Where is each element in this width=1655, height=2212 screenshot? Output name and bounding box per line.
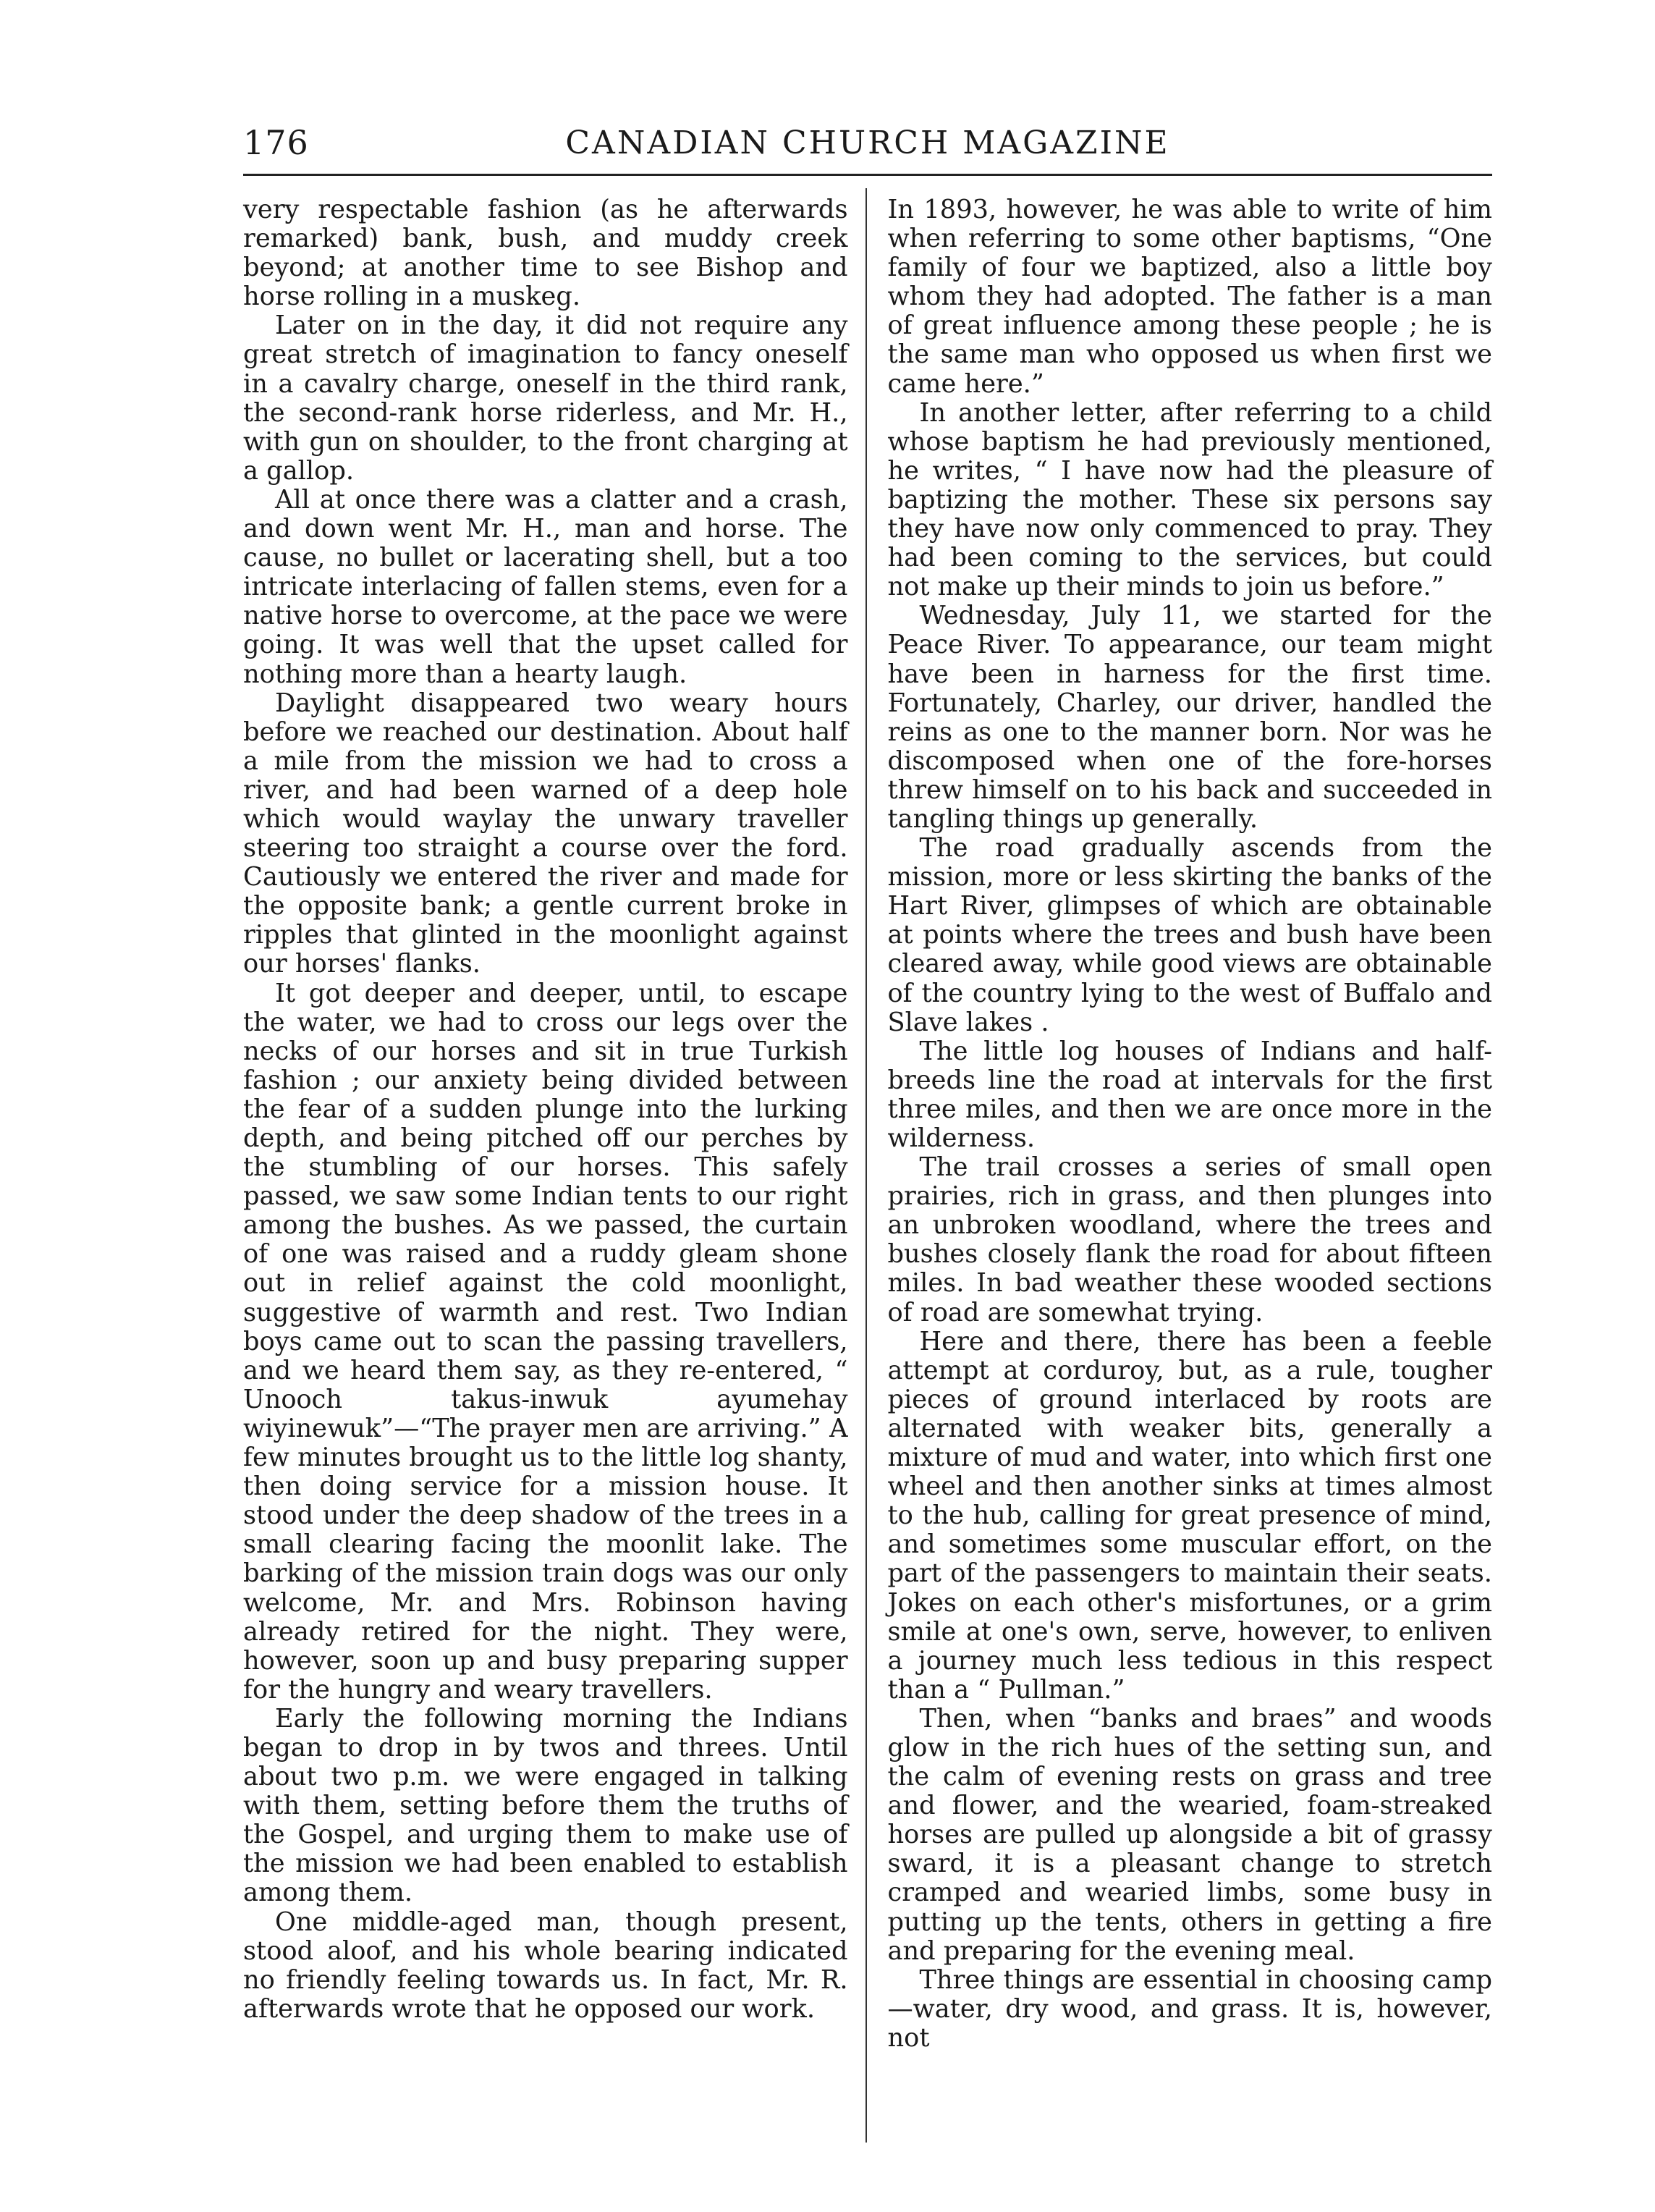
paragraph: One middle-aged man, though present, stood aloof, and his whole bearing indicated no friendly feeling towards us. In fact, Mr. R. afterwards wrote that he opposed our work. bbox=[243, 1907, 848, 2024]
paragraph: The little log houses of Indians and half-breeds line the road at intervals for the first three miles, and then we are once more in the wilderness. bbox=[887, 1036, 1492, 1153]
paragraph: Early the following morning the Indians began to drop in by twos and threes. Until about two p.m. we were engaged in talking with them, setting before them the truths of the Gospel, and urging them to make use of the mission we had been enabled to establish among them. bbox=[243, 1703, 848, 1908]
magazine-page bbox=[243, 123, 1492, 2077]
paragraph: In 1893, however, he was able to write of him when referring to some other baptisms, “One family of four we baptized, also a little boy whom they had adopted. The father is a man of great influence among these people ; he is the same man who opposed us when first we came here.” bbox=[887, 195, 1492, 399]
paragraph: Later on in the day, it did not require any great stretch of imagination to fancy oneself in a cavalry charge, oneself in the third rank, the second-rank horse riderless, and Mr. H., with gun on shoulder, to the front charging at a gallop. bbox=[243, 311, 848, 486]
paragraph: Three things are essential in choosing camp—water, dry wood, and grass. It is, however, not bbox=[887, 1964, 1492, 2053]
paragraph: The trail crosses a series of small open prairies, rich in grass, and then plunges into an unbroken woodland, where the trees and bushes closely flank the road for about fifteen miles. In bad weather these wooded sections of road are somewhat trying. bbox=[887, 1152, 1492, 1327]
text-columns bbox=[243, 195, 1492, 2143]
page-header bbox=[243, 123, 1492, 176]
paragraph: Here and there, there has been a feeble attempt at corduroy, but, as a rule, tougher pieces of ground interlaced by roots are alternated with weaker bits, generally a mixture of mud and water, into which first one wheel and then another sinks at times almost to the hub, calling for great presence of mind, and sometimes some muscular effort, on the part of the passengers to maintain their seats. Jokes on each other's misfortunes, or a grim smile at one's own, serve, however, to enliven a journey much less tedious in this respect than a “ Pullman.” bbox=[887, 1326, 1492, 1705]
paragraph: In another letter, after referring to a child whose baptism he had previously mentioned, he writes, “ I have now had the pleasure of baptizing the mother. These six persons say they have now only commenced to pray. They had been coming to the services, but could not make up their minds to join us before.” bbox=[887, 397, 1492, 602]
paragraph: Then, when “banks and braes” and woods glow in the rich hues of the setting sun, and the calm of evening rests on grass and tree and flower, and the wearied, foam-streaked horses are pulled up alongside a bit of grassy sward, it is a pleasant change to stretch cramped and wearied limbs, some busy in putting up the tents, others in getting a fire and preparing for the evening meal. bbox=[887, 1703, 1492, 1966]
paragraph: Wednesday, July 11, we started for the Peace River. To appearance, our team might have been in harness for the first time. Fortunately, Charley, our driver, handled the reins as one to the manner born. Nor was he discomposed when one of the fore-horses threw himself on to his back and succeeded in tangling things up generally. bbox=[887, 601, 1492, 834]
paragraph: The road gradually ascends from the mission, more or less skirting the banks of the Hart River, glimpses of which are obtainable at points where the trees and bush have been cleared away, while good views are obtainable of the country lying to the west of Buffalo and Slave lakes . bbox=[887, 833, 1492, 1037]
paragraph: All at once there was a clatter and a crash, and down went Mr. H., man and horse. The cause, no bullet or lacerating shell, but a too intricate interlacing of fallen stems, even for a native horse to overcome, at the pace we were going. It was well that the upset called for nothing more than a hearty laugh. bbox=[243, 484, 848, 689]
page-number: 176 bbox=[243, 123, 309, 162]
right-column bbox=[867, 195, 1492, 2143]
running-title: CANADIAN CHURCH MAGAZINE bbox=[565, 124, 1170, 161]
paragraph: Daylight disappeared two weary hours before we reached our destination. About half a mile from the mission we had to cross a river, and had been warned of a deep hole which would waylay the unwary traveller steering too straight a course over the ford. Cautiously we entered the river and made for the opposite bank; a gentle current broke in ripples that glinted in the moonlight against our horses' flanks. bbox=[243, 688, 848, 979]
paragraph: It got deeper and deeper, until, to escape the water, we had to cross our legs over the necks of our horses and sit in true Turkish fashion ; our anxiety being divided between the fear of a sudden plunge into the lurking depth, and being pitched off our perches by the stumbling of our horses. This safely passed, we saw some Indian tents to our right among the bushes. As we passed, the curtain of one was raised and a ruddy gleam shone out in relief against the cold moonlight, suggestive of warmth and rest. Two Indian boys came out to scan the passing travellers, and we heard them say, as they re-entered, “ Unooch takus-inwuk ayumehay wiyinewuk”—“The prayer men are arriving.” A few minutes brought us to the little log shanty, then doing service for a mission house. It stood under the deep shadow of the trees in a small clearing facing the moonlit lake. The barking of the mission train dogs was our only welcome, Mr. and Mrs. Robinson having already retired for the night. They were, however, soon up and busy preparing supper for the hungry and weary travellers. bbox=[243, 978, 848, 1705]
left-column bbox=[243, 195, 865, 2143]
paragraph: very respectable fashion (as he afterwards remarked) bank, bush, and muddy creek beyond; at another time to see Bishop and horse rolling in a muskeg. bbox=[243, 195, 848, 312]
